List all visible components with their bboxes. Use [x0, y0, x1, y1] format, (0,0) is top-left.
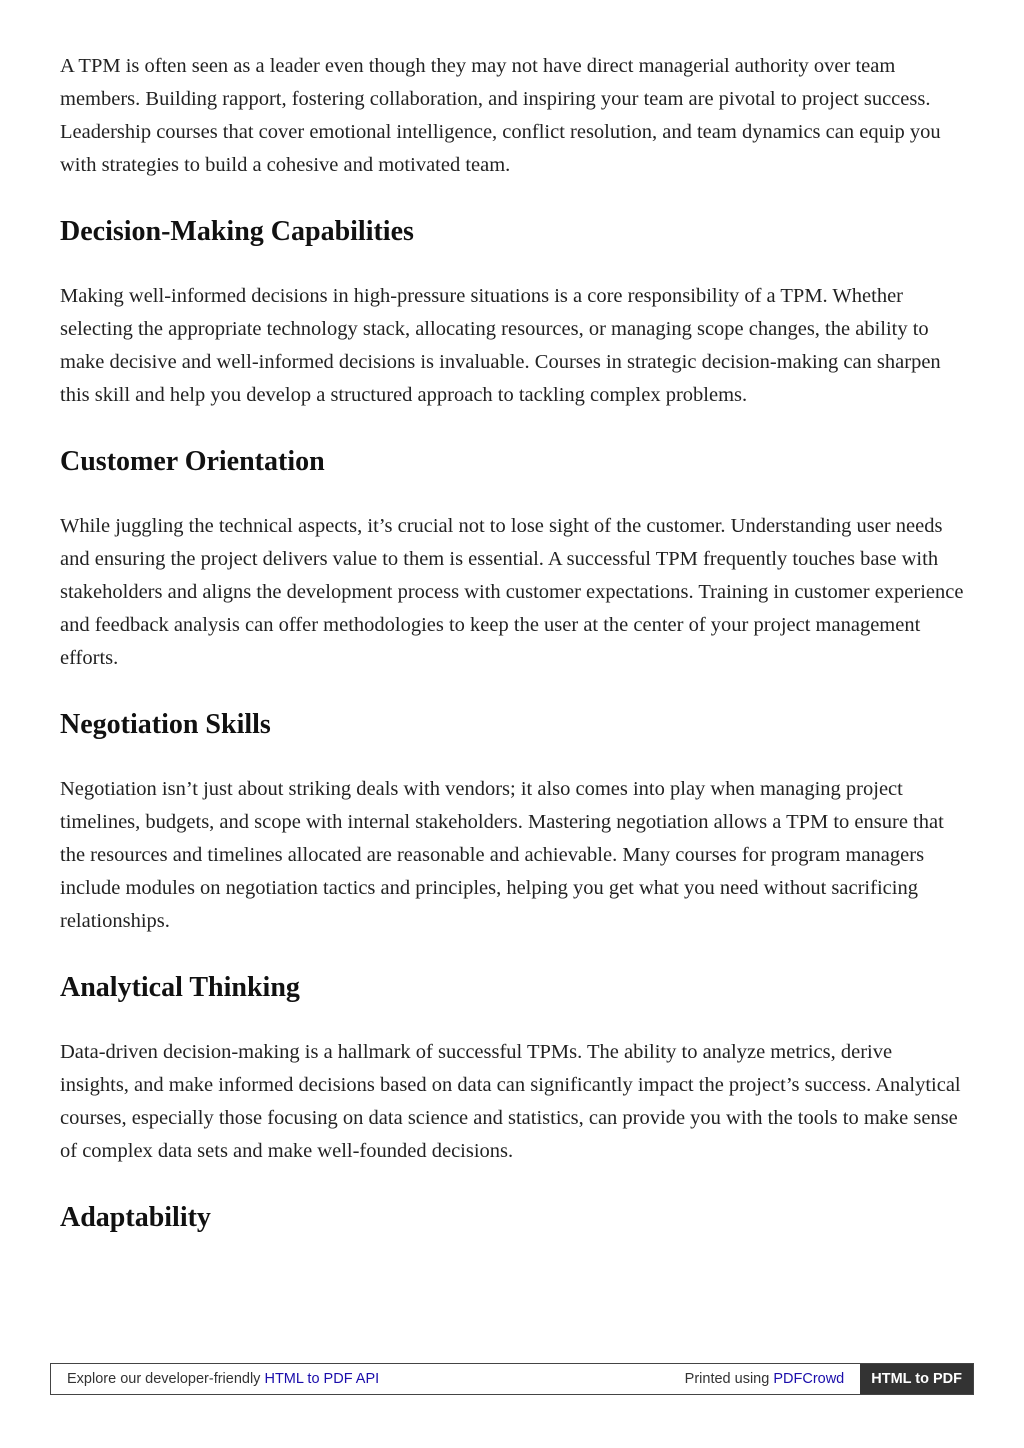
section-body-negotiation-skills: Negotiation isn’t just about striking deals with vendors; it also comes into play when managing project timelines, budgets, and scope with internal stakeholders. Mastering negotiation allows a TPM to ensure that the resources and timelines allocated are reasonable and achievable. Many courses for program managers include modules on negotiation tactics and principles, helping you get what you need without sacrificing relationships. [60, 778, 944, 932]
section-heading-customer-orientation: Customer Orientation [60, 446, 325, 477]
html-to-pdf-badge[interactable]: HTML to PDF [860, 1364, 973, 1394]
article-content [60, 50, 965, 1266]
pdf-footer-bar [50, 1363, 974, 1395]
footer-right-text: Printed using [684, 1371, 774, 1387]
section-body-analytical-thinking: Data-driven decision-making is a hallmark of successful TPMs. The ability to analyze metrics, derive insights, and make informed decisions based on data can significantly impact the project’s success. Analytical courses, especially those focusing on data science and statistics, can provide you with the tools to make sense of complex data sets and make well-founded decisions. [60, 1041, 961, 1162]
intro-paragraph: A TPM is often seen as a leader even though they may not have direct managerial authority over team members. Building rapport, fostering collaboration, and inspiring your team are pivotal to project success. Leadership courses that cover emotional intelligence, conflict resolution, and team dynamics can equip you with strategies to build a cohesive and motivated team. [60, 55, 941, 176]
section-heading-decision-making: Decision-Making Capabilities [60, 216, 414, 247]
html-to-pdf-api-link[interactable]: HTML to PDF API [264, 1371, 380, 1387]
section-body-customer-orientation: While juggling the technical aspects, it’s crucial not to lose sight of the customer. Understanding user needs and ensuring the project delivers value to them is essential. A successful TPM frequently touches base with stakeholders and aligns the development process with customer expectations. Training in customer experience and feedback analysis can offer methodologies to keep the user at the center of your project management efforts. [60, 515, 964, 669]
pdfcrowd-link[interactable]: PDFCrowd [773, 1371, 845, 1387]
footer-left-text: Explore our developer-friendly [67, 1371, 265, 1387]
footer-left [51, 1371, 685, 1387]
section-heading-negotiation-skills: Negotiation Skills [60, 709, 271, 740]
section-body-decision-making: Making well-informed decisions in high-pressure situations is a core responsibility of a TPM. Whether selecting the appropriate technology stack, allocating resources, or managing scope changes, the ability to make decisive and well-informed decisions is invaluable. Courses in strategic decision-making can sharpen this skill and help you develop a structured approach to tackling complex problems. [60, 285, 941, 406]
footer-right [685, 1371, 861, 1387]
section-heading-adaptability: Adaptability [60, 1202, 211, 1233]
section-heading-analytical-thinking: Analytical Thinking [60, 972, 300, 1003]
